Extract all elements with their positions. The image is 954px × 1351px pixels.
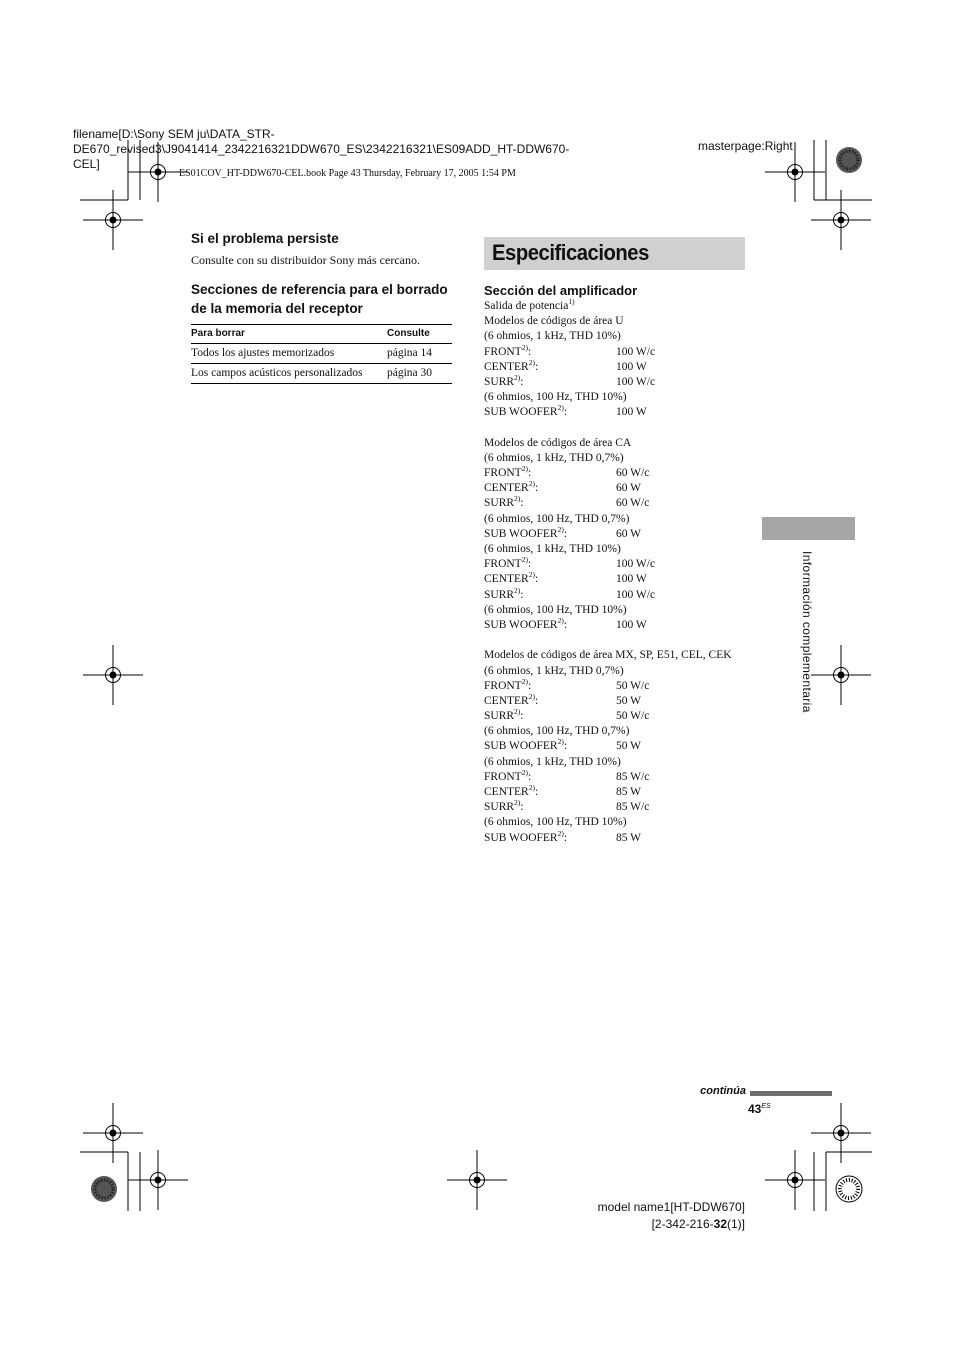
model-name: model name1[HT-DDW670] <box>597 1200 745 1214</box>
model-code <box>598 1216 745 1233</box>
spec-value: 100 W/c <box>616 345 656 358</box>
section-text-problema: Consulte con su distribuidor Sony más cercano. <box>191 253 420 267</box>
spec-label: SURR <box>484 801 515 814</box>
spec-condition: (6 ohmios, 1 kHz, THD 10%) <box>484 543 621 555</box>
section-title-problema: Si el problema persiste <box>191 231 339 246</box>
starburst-target-icon <box>91 1176 117 1202</box>
registration-mark-icon <box>83 190 143 250</box>
left-column <box>191 229 453 384</box>
spec-colon: : <box>534 573 539 586</box>
spec-row <box>484 676 754 694</box>
spec-row <box>484 572 754 587</box>
registration-mark-icon <box>811 645 871 705</box>
footnote-mark: 2) <box>557 524 564 534</box>
spec-colon: : <box>563 831 568 844</box>
spec-row <box>484 466 754 481</box>
spec-value: 50 W <box>616 694 642 707</box>
sidebar-tab-marker <box>762 517 855 540</box>
subsection-title: Sección del amplificador <box>484 283 638 298</box>
page-suffix: ES <box>761 1103 771 1110</box>
spec-label: SUB WOOFER <box>484 740 558 753</box>
spec-colon: : <box>520 710 524 723</box>
spec-label: CENTER <box>484 786 529 798</box>
spec-colon: : <box>563 618 568 631</box>
footnote-mark: 2) <box>521 342 528 352</box>
spec-condition: (6 ohmios, 100 Hz, THD 0,7%) <box>484 512 630 525</box>
spec-row <box>484 694 754 709</box>
spec-colon: : <box>527 679 532 692</box>
spec-value: 50 W <box>616 740 642 753</box>
spec-value: 100 W/c <box>616 558 656 571</box>
starburst-target-icon <box>836 1176 862 1202</box>
spec-value: 100 W/c <box>616 375 656 388</box>
spec-colon: : <box>527 467 532 480</box>
footnote-mark: 2) <box>521 676 528 686</box>
spec-label: CENTER <box>484 694 529 707</box>
table-header-cell: Consulte <box>387 325 452 344</box>
registration-mark-icon <box>128 1150 188 1210</box>
spec-colon: : <box>527 558 532 571</box>
model-code-suffix: (1)] <box>727 1217 745 1231</box>
table-row <box>191 364 452 384</box>
filename-header <box>73 127 569 172</box>
spec-row <box>484 375 754 390</box>
spec-row <box>484 585 754 603</box>
spec-value: 85 W/c <box>616 770 650 783</box>
model-code-bold: 32 <box>713 1217 727 1231</box>
spec-row <box>484 342 754 360</box>
spec-row <box>484 524 754 542</box>
spec-value: 60 W <box>616 482 642 495</box>
footnote-mark: 2) <box>528 479 535 489</box>
spec-label: CENTER <box>484 573 529 586</box>
footnote-mark: 2) <box>528 357 535 367</box>
spec-value: 85 W/c <box>616 801 650 814</box>
spec-label: SURR <box>484 710 515 723</box>
spec-label: FRONT <box>484 467 522 480</box>
spec-value: 50 W/c <box>616 710 650 723</box>
spec-colon: : <box>534 694 539 707</box>
footnote-mark: 2) <box>557 737 564 747</box>
spec-label: FRONT <box>484 679 522 692</box>
spec-row <box>484 496 754 511</box>
spec-label: FRONT <box>484 558 522 571</box>
spec-model-line: Modelos de códigos de área U <box>484 315 624 328</box>
spec-condition: (6 ohmios, 100 Hz, THD 10%) <box>484 816 627 829</box>
spec-label: SUB WOOFER <box>484 406 558 419</box>
spec-label: FRONT <box>484 345 522 358</box>
continua-bar <box>750 1091 832 1096</box>
spec-value: 60 W/c <box>616 467 650 480</box>
spec-condition: (6 ohmios, 1 kHz, THD 10%) <box>484 330 621 343</box>
model-info <box>598 1199 745 1233</box>
salida-label: Salida de potencia <box>484 300 569 312</box>
footnote-mark: 2) <box>528 570 535 580</box>
footnote-mark: 2) <box>557 828 564 838</box>
spec-value: 60 W/c <box>616 497 650 510</box>
spec-row <box>484 481 754 496</box>
spec-colon: : <box>520 497 524 510</box>
spec-condition: (6 ohmios, 100 Hz, THD 0,7%) <box>484 725 630 738</box>
spec-condition: (6 ohmios, 100 Hz, THD 10%) <box>484 603 627 616</box>
footnote-mark: 2) <box>557 616 564 626</box>
registration-mark-icon <box>811 1103 871 1163</box>
table-header-cell: Para borrar <box>191 325 387 344</box>
spec-value: 100 W/c <box>616 588 656 601</box>
footnote-mark: 2) <box>521 464 528 474</box>
model-code-prefix: [2-342-216- <box>651 1217 714 1231</box>
sidebar-tab-label: Información complementaria <box>800 551 814 713</box>
spec-row <box>484 828 754 846</box>
spec-value: 85 W <box>616 786 642 798</box>
section-title-referencia: Secciones de referencia para el borrado de la memoria del receptor <box>191 282 448 316</box>
spec-condition: (6 ohmios, 1 kHz, THD 10%) <box>484 755 621 768</box>
spec-row <box>484 767 754 785</box>
footnote-mark: 2) <box>514 707 521 717</box>
spec-row <box>484 785 754 800</box>
spec-label: CENTER <box>484 360 529 373</box>
spec-label: SURR <box>484 497 515 510</box>
banner-title: Especificaciones <box>492 240 649 265</box>
registration-mark-icon <box>83 1103 143 1163</box>
spec-condition: (6 ohmios, 1 kHz, THD 0,7%) <box>484 664 624 677</box>
registration-mark-icon <box>83 645 143 705</box>
table-row <box>191 344 452 364</box>
footnote-mark: 2) <box>521 555 528 565</box>
spec-label: SURR <box>484 375 515 388</box>
spec-row <box>484 739 754 754</box>
footnote-mark: 2) <box>514 798 521 808</box>
spec-colon: : <box>527 345 532 358</box>
footnote-mark: 2) <box>528 692 535 702</box>
book-line: ES01COV_HT-DDW670-CEL.book Page 43 Thursday, February 17, 2005 1:54 PM <box>179 168 516 179</box>
footnote-mark: 2) <box>514 585 521 595</box>
spec-model-line: Modelos de códigos de área MX, SP, E51, CEL, CEK <box>484 649 732 662</box>
table-cell: página 30 <box>387 364 452 384</box>
specifications-list <box>484 299 754 846</box>
footnote-mark: 1) <box>568 297 575 307</box>
registration-mark-icon <box>811 190 871 250</box>
spec-colon: : <box>563 406 568 419</box>
spec-value: 100 W <box>616 360 647 373</box>
spec-row <box>484 709 754 724</box>
section-banner <box>484 237 745 270</box>
spec-colon: : <box>563 740 568 753</box>
spec-condition: (6 ohmios, 100 Hz, THD 10%) <box>484 391 627 404</box>
spec-gap <box>484 421 754 436</box>
page-number-value: 43 <box>748 1102 762 1116</box>
footnote-mark: 2) <box>514 494 521 504</box>
registration-mark-icon <box>447 1150 507 1210</box>
filename-line: DE670_revised3\J9041414_2342216321DDW670_ES\2342216321\ES09ADD_HT-DDW670- <box>73 142 570 156</box>
spec-colon: : <box>520 588 524 601</box>
spec-row <box>484 800 754 815</box>
spec-gap <box>484 633 754 648</box>
spec-colon: : <box>527 770 532 783</box>
table-header-row <box>191 325 452 344</box>
spec-value: 60 W <box>616 527 642 540</box>
spec-colon: : <box>520 375 524 388</box>
page-number <box>748 1102 771 1116</box>
footnote-mark: 2) <box>528 783 535 793</box>
table-cell: Los campos acústicos personalizados <box>191 364 387 384</box>
spec-label: FRONT <box>484 770 522 783</box>
spec-label: SUB WOOFER <box>484 618 558 631</box>
spec-label: SUB WOOFER <box>484 527 558 540</box>
spec-value: 100 W <box>616 573 647 586</box>
spec-heading <box>484 299 754 314</box>
spec-label: SUB WOOFER <box>484 831 558 844</box>
spec-label: CENTER <box>484 482 529 495</box>
spec-row <box>484 405 754 420</box>
spec-row <box>484 357 754 375</box>
registration-mark-icon <box>765 1150 825 1210</box>
spec-colon: : <box>534 786 539 798</box>
spec-value: 50 W/c <box>616 679 650 692</box>
filename-line: filename[D:\Sony SEM ju\DATA_STR- <box>73 127 275 141</box>
spec-colon: : <box>563 527 568 540</box>
spec-value: 85 W <box>616 831 642 844</box>
filename-line: CEL] <box>73 157 100 171</box>
starburst-target-icon <box>836 147 862 173</box>
footnote-mark: 2) <box>514 373 521 383</box>
spec-colon: : <box>534 360 539 373</box>
continua-label: continúa <box>700 1085 746 1097</box>
table-cell: Todos los ajustes memorizados <box>191 344 387 364</box>
spec-label: SURR <box>484 588 515 601</box>
spec-colon: : <box>520 801 524 814</box>
spec-value: 100 W <box>616 406 647 419</box>
spec-model-line: Modelos de códigos de área CA <box>484 436 632 449</box>
spec-condition: (6 ohmios, 1 kHz, THD 0,7%) <box>484 451 624 464</box>
reference-table <box>191 324 452 384</box>
spec-row <box>484 557 754 572</box>
spec-value: 100 W <box>616 618 647 631</box>
footnote-mark: 2) <box>521 767 528 777</box>
footnote-mark: 2) <box>557 403 564 413</box>
masterpage-label: masterpage:Right <box>698 139 793 153</box>
spec-colon: : <box>534 482 539 495</box>
table-cell: página 14 <box>387 344 452 364</box>
spec-row <box>484 618 754 633</box>
